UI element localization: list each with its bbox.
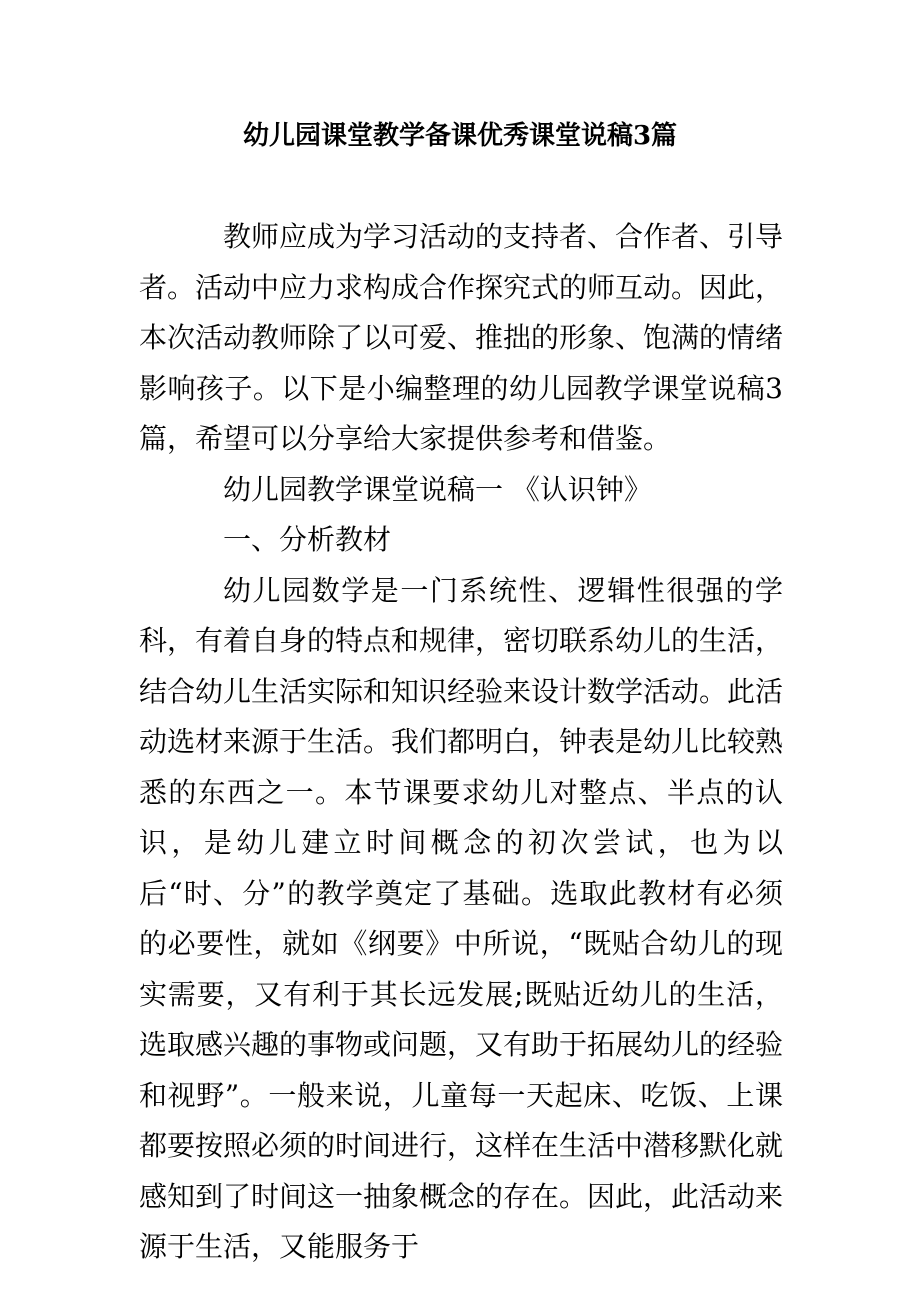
body-paragraph: 幼儿园数学是一门系统性、逻辑性很强的学科，有着自身的特点和规律，密切联系幼儿的生活，结合幼儿生活实际和知识经验来设计数学活动。此活动选材来源于生活。我们都明白，钟表是幼儿比较熟悉的东西之一。本节课要求幼儿对整点、半点的认识，是幼儿建立时间概念的初次尝试，也为以后“时、分”的教学奠定了基础。选取此教材有必须的必要性，就如《纲要》中所说，“既贴合幼儿的现实需要，又有利于其长远发展;既贴近幼儿的生活，选取感兴趣的事物或问题，又有助于拓展幼儿的经验和视野”。一般来说，儿童每一天起床、吃饭、上课都要按照必须的时间进行，这样在生活中潜移默化就感知到了时间这一抽象概念的存在。因此，此活动来源于生活，又能服务于 — [139, 573, 784, 1263]
section-title: 幼儿园教学课堂说稿一 《认识钟》 — [223, 472, 652, 506]
intro-paragraph: 教师应成为学习活动的支持者、合作者、引导者。活动中应力求构成合作探究式的师互动。因此，本次活动教师除了以可爱、推拙的形象、饱满的情绪影响孩子。以下是小编整理的幼儿园教学课堂说稿3篇，希望可以分享给大家提供参考和借鉴。 — [139, 220, 784, 455]
document-body — [139, 212, 783, 1273]
subheading: 一、分析教材 — [223, 523, 392, 556]
document-title: 幼儿园课堂教学备课优秀课堂说稿3篇 — [242, 121, 678, 151]
